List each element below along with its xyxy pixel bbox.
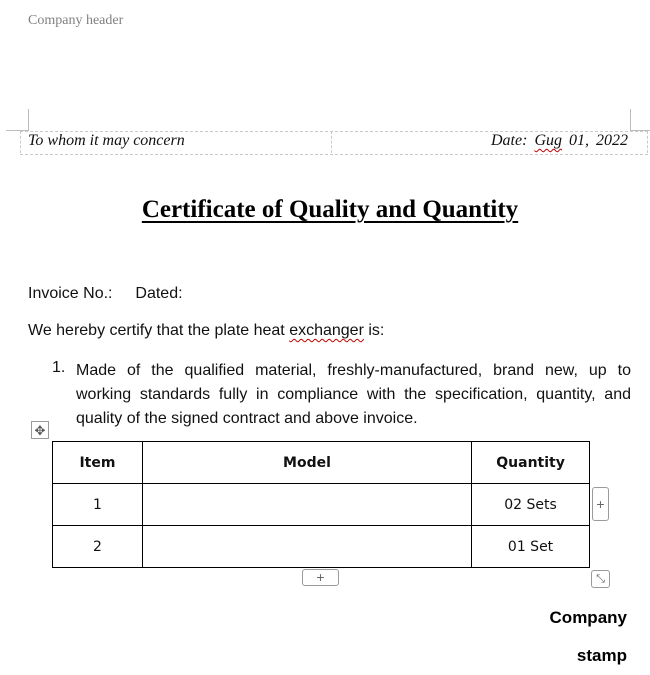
invoice-label: Invoice No.: xyxy=(28,285,113,302)
cell-quantity[interactable]: 01 Set xyxy=(472,526,590,568)
date-month: Gug xyxy=(534,132,562,149)
stamp-line-2[interactable]: stamp xyxy=(576,646,627,665)
certify-text-before: We hereby certify that the plate heat xyxy=(28,322,290,339)
table-row xyxy=(53,484,590,526)
date-day-year: 01, 2022 xyxy=(569,132,628,149)
list-item-text[interactable]: Made of the qualified material, freshly-manufactured, brand new, up to working standards fully in compliance with the specification, quantity, and quality of the signed contract and above invoice. xyxy=(76,362,631,427)
margin-mark-right xyxy=(630,109,631,131)
header-model[interactable]: Model xyxy=(142,442,471,484)
document-title[interactable]: Certificate of Quality and Quantity xyxy=(141,196,519,223)
to-whom-text[interactable]: To whom it may concern xyxy=(28,132,185,149)
list-number: 1. xyxy=(52,359,66,376)
margin-mark-left xyxy=(28,109,29,131)
move-icon[interactable]: ✥ xyxy=(31,421,49,439)
cell-model[interactable] xyxy=(142,526,471,568)
cell-item[interactable]: 1 xyxy=(53,484,143,526)
table-header-row xyxy=(53,442,590,484)
date-text[interactable] xyxy=(491,132,628,150)
add-column-button[interactable] xyxy=(592,487,609,521)
plus-icon: + xyxy=(596,496,605,512)
date-label: Date: xyxy=(491,132,528,149)
plus-icon: + xyxy=(316,569,325,585)
certify-sentence[interactable] xyxy=(28,322,384,340)
cell-model[interactable] xyxy=(142,484,471,526)
items-table xyxy=(52,441,590,568)
header-item[interactable]: Item xyxy=(53,442,143,484)
cell-item[interactable]: 2 xyxy=(53,526,143,568)
stamp-line-1[interactable]: Company xyxy=(549,608,627,627)
add-row-button[interactable] xyxy=(302,569,339,586)
certify-text-after: is: xyxy=(363,322,385,339)
cell-quantity[interactable]: 02 Sets xyxy=(472,484,590,526)
flagged-word: exchanger xyxy=(289,322,364,339)
dated-label: Dated: xyxy=(135,285,183,302)
header-quantity[interactable]: Quantity xyxy=(472,442,590,484)
resize-icon[interactable]: ⤡ xyxy=(591,570,610,588)
invoice-line[interactable] xyxy=(28,285,183,303)
company-header[interactable]: Company header xyxy=(28,13,124,28)
table-row xyxy=(53,526,590,568)
